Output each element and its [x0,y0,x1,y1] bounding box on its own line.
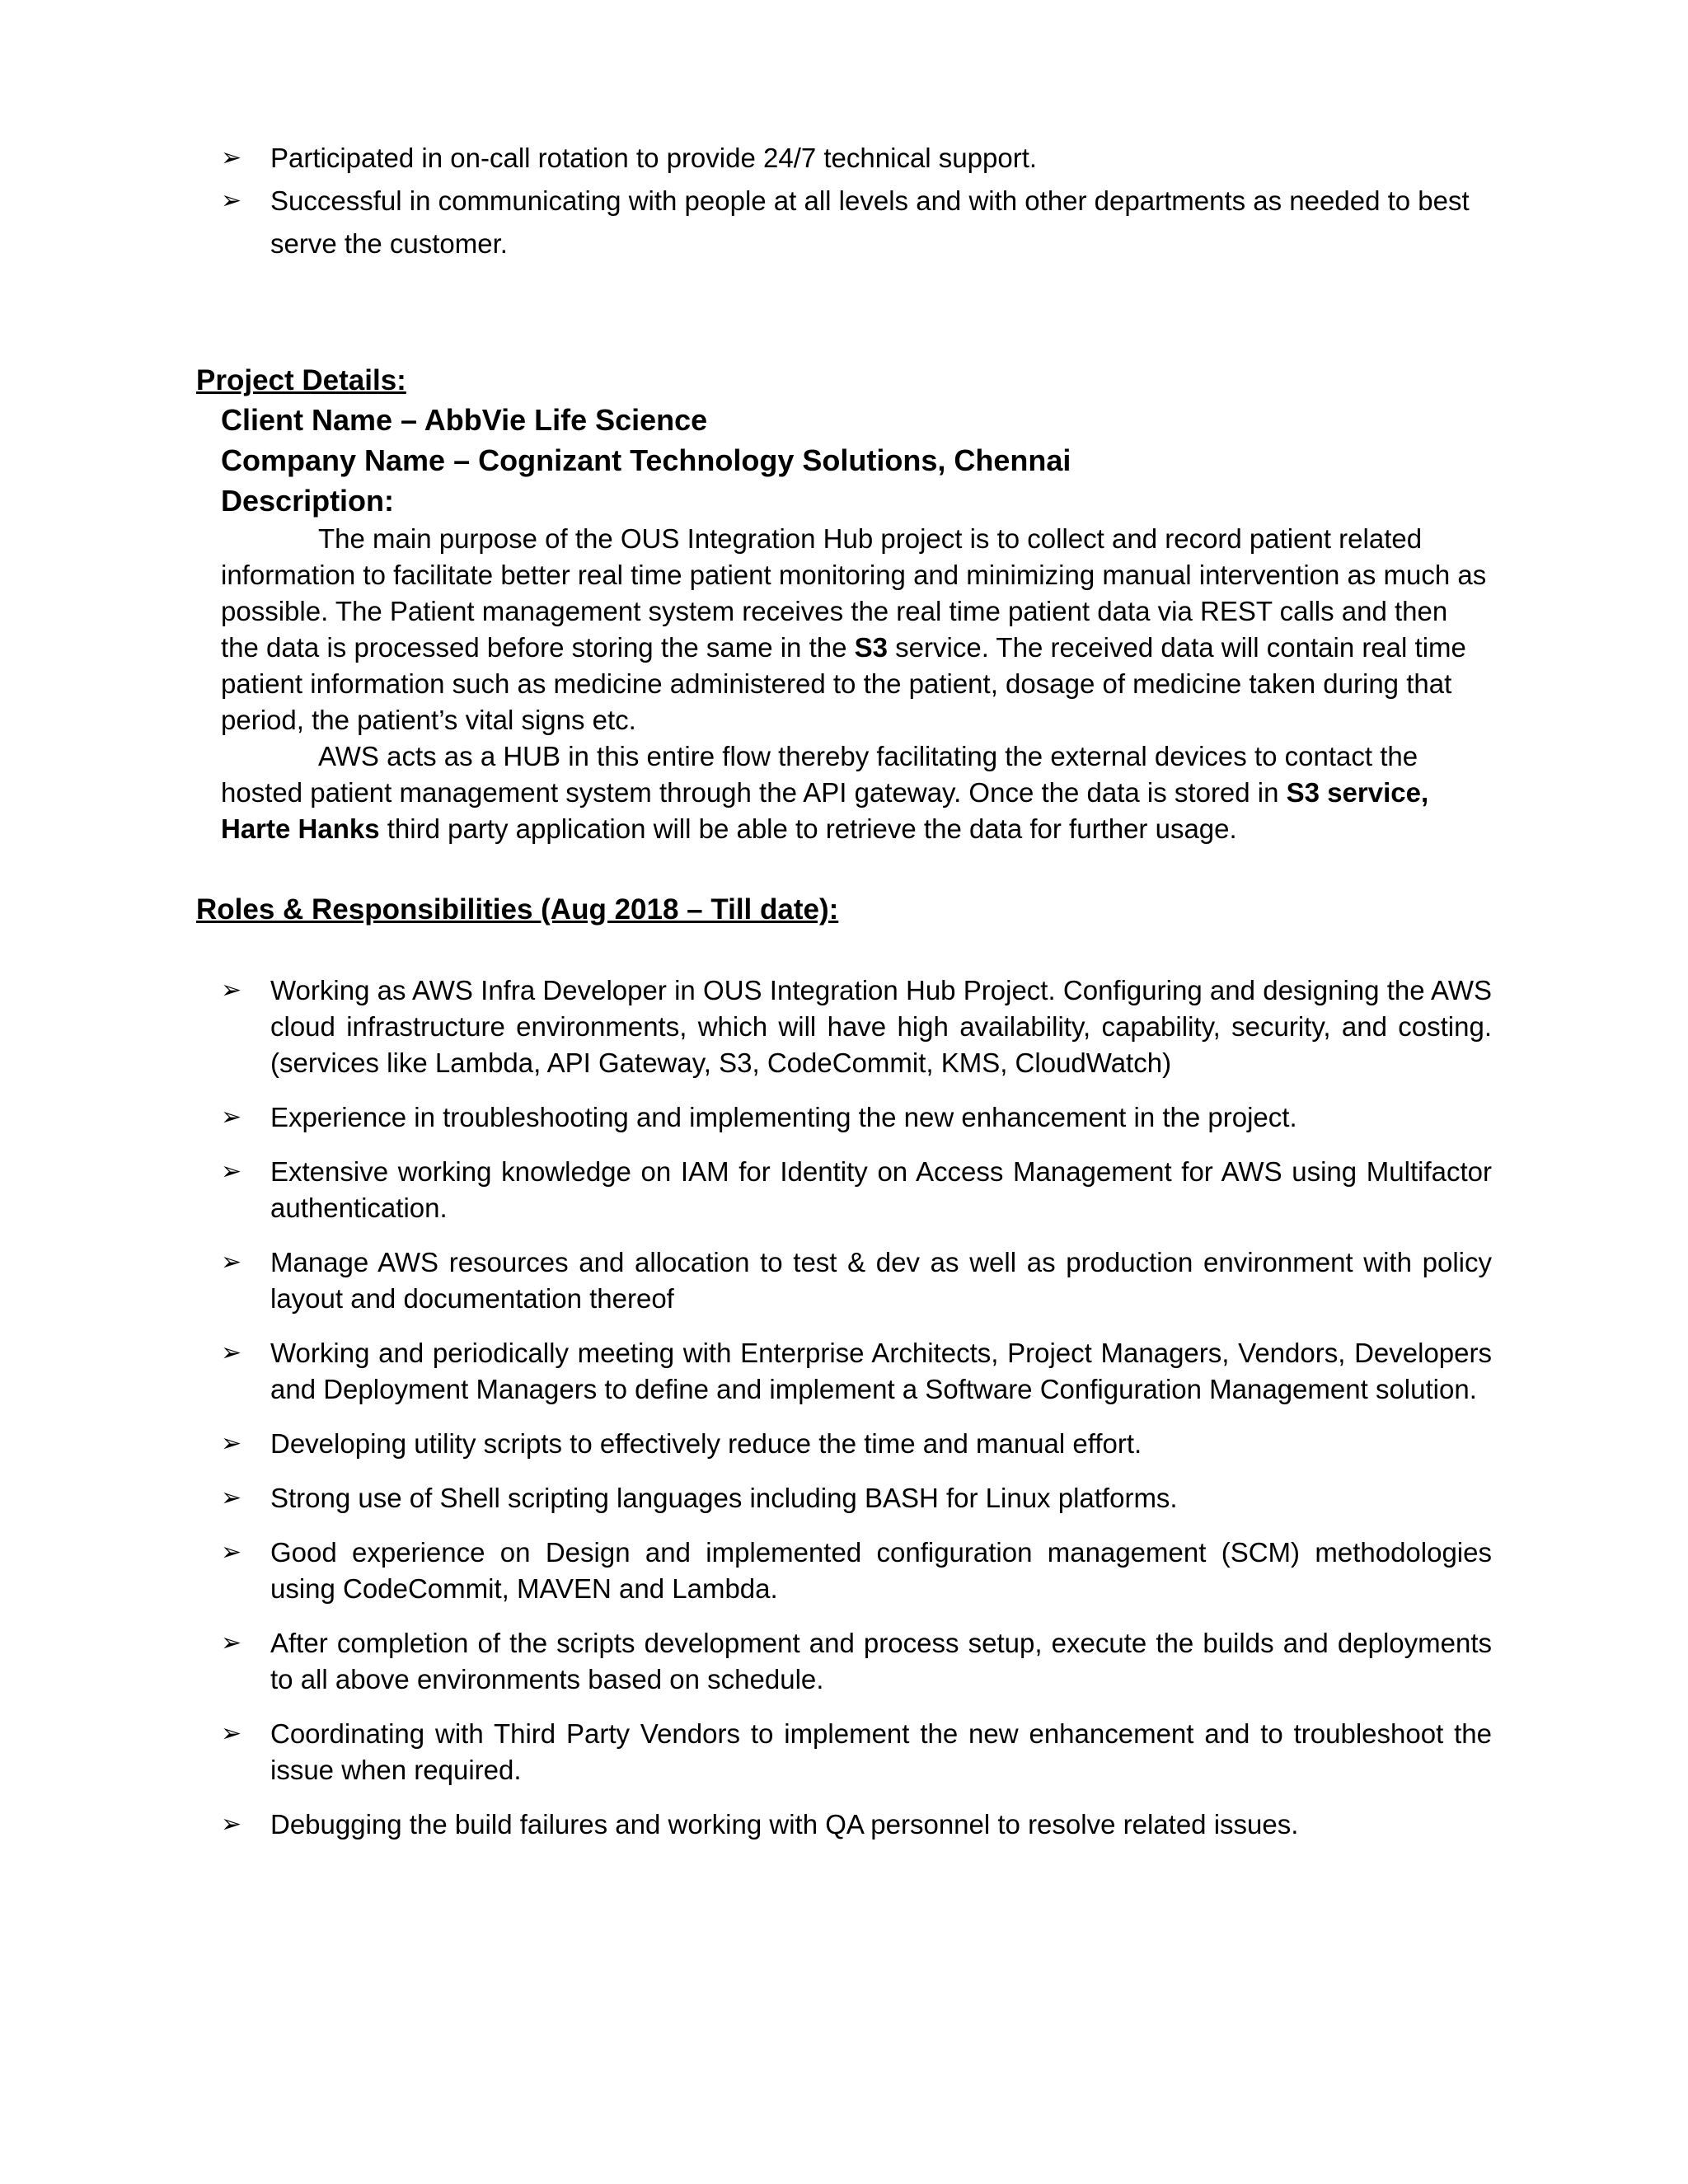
previous-role-bullets [221,137,1492,265]
list-item: ➢ Strong use of Shell scripting languages including BASH for Linux platforms. [221,1480,1492,1516]
roles-heading: Roles & Responsibilities (Aug 2018 – Till date): [196,893,839,926]
list-item: ➢ Good experience on Design and implemented configuration management (SCM) methodologies using CodeCommit, MAVEN and Lambda. [221,1535,1492,1607]
arrow-bullet-icon: ➢ [221,1720,242,1747]
arrow-bullet-icon: ➢ [221,1629,242,1657]
description-label: Description: [221,484,395,518]
project-description [221,521,1492,847]
list-item: ➢ Coordinating with Third Party Vendors to implement the new enhancement and to troubleshoot the issue when required. [221,1716,1492,1788]
description-paragraph-2: AWS acts as a HUB in this entire flow thereby facilitating the external devices to contact the hosted patient management system through the API gateway. Once the data is stored in S3 service, Harte Hanks third party application will be able to retrieve the data for further usage. [221,741,1429,844]
arrow-bullet-icon: ➢ [221,1104,242,1131]
project-details-heading: Project Details: [196,364,406,396]
arrow-bullet-icon: ➢ [221,144,242,171]
arrow-bullet-icon: ➢ [221,1539,242,1566]
arrow-bullet-icon: ➢ [221,187,242,214]
list-item: ➢ After completion of the scripts development and process setup, execute the builds and deployments to all above environments based on schedule. [221,1625,1492,1698]
list-item: ➢ Participated in on-call rotation to provide 24/7 technical support. [221,137,1492,180]
arrow-bullet-icon: ➢ [221,977,242,1004]
list-item: ➢ Experience in troubleshooting and implementing the new enhancement in the project. [221,1099,1492,1136]
description-paragraph-1: The main purpose of the OUS Integration Hub project is to collect and record patient related information to facilitate better real time patient monitoring and minimizing manual intervention as much as possible. The Patient management system receives the real time patient data via REST calls and then the data is processed before storing the same in the S3 service. The received data will contain real time patient information such as medicine administered to the patient, dosage of medicine taken during that period, the patient’s vital signs etc. [221,523,1487,735]
list-item: ➢ Working as AWS Infra Developer in OUS Integration Hub Project. Configuring and designing the AWS cloud infrastructure environments, which will have high availability, capability, security, and costing. (services like Lambda, API Gateway, S3, CodeCommit, KMS, CloudWatch) [221,972,1492,1081]
arrow-bullet-icon: ➢ [221,1339,242,1366]
arrow-bullet-icon: ➢ [221,1430,242,1457]
list-item: ➢ Manage AWS resources and allocation to test & dev as well as production environment with policy layout and documentation thereof [221,1244,1492,1317]
arrow-bullet-icon: ➢ [221,1811,242,1838]
list-item: ➢ Working and periodically meeting with Enterprise Architects, Project Managers, Vendors, Developers and Deployment Managers to define and implement a Software Configuration Management solution. [221,1335,1492,1408]
client-name: Client Name – AbbVie Life Science [221,403,708,437]
list-item: ➢ Developing utility scripts to effectively reduce the time and manual effort. [221,1426,1492,1462]
arrow-bullet-icon: ➢ [221,1249,242,1276]
roles-list [221,972,1492,1861]
list-item: ➢ Extensive working knowledge on IAM for Identity on Access Management for AWS using Multifactor authentication. [221,1154,1492,1226]
arrow-bullet-icon: ➢ [221,1484,242,1511]
list-item: ➢ Successful in communicating with people at all levels and with other departments as needed to best serve the customer. [221,180,1492,265]
company-name: Company Name – Cognizant Technology Solutions, Chennai [221,443,1071,477]
list-item: ➢ Debugging the build failures and working with QA personnel to resolve related issues. [221,1807,1492,1843]
arrow-bullet-icon: ➢ [221,1158,242,1185]
